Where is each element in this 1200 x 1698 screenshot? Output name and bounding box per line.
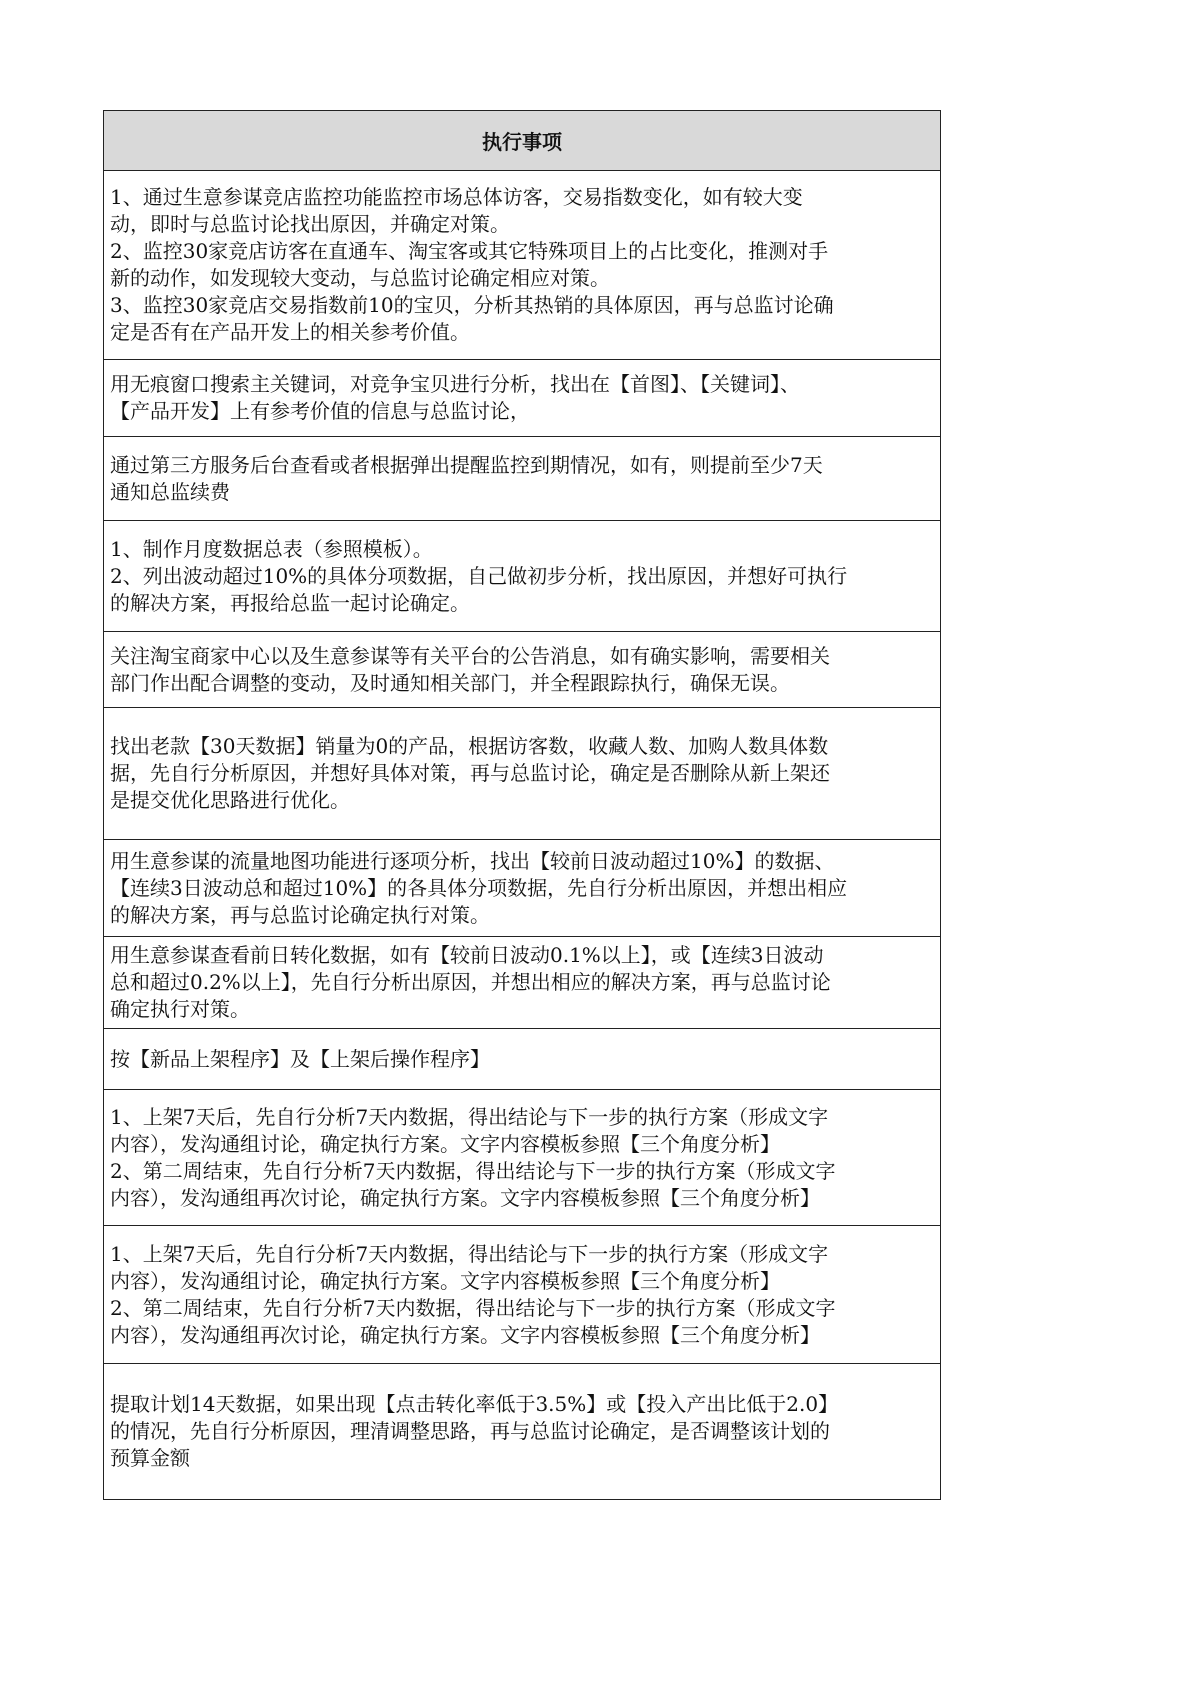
cell-text-line: 确定执行对策。 (110, 997, 250, 1021)
cell-text-line: 内容），发沟通组讨论，确定执行方案。文字内容模板参照【三个角度分析】 (110, 1131, 780, 1156)
cell-text-line: 通知总监续费 (110, 479, 230, 504)
table-row (104, 1090, 941, 1226)
table-row (104, 360, 941, 437)
cell-text-line: 用无痕窗口搜索主关键词，对竞争宝贝进行分析，找出在【首图】、【关键词】、 (110, 372, 800, 396)
cell-text-line: 动，即时与总监讨论找出原因，并确定对策。 (110, 212, 510, 236)
cell-text-line: 提取计划14天数据，如果出现【点击转化率低于3.5%】或【投入产出比低于2.0】 (110, 1392, 839, 1416)
execution-items-table (103, 110, 941, 1500)
cell-text-line: 内容），发沟通组再次讨论，确定执行方案。文字内容模板参照【三个角度分析】 (110, 1185, 820, 1210)
cell-text-line: 内容），发沟通组讨论，确定执行方案。文字内容模板参照【三个角度分析】 (110, 1268, 780, 1293)
cell-text-line: 2、监控30家竞店访客在直通车、淘宝客或其它特殊项目上的占比变化，推测对手 (110, 239, 829, 263)
table-row (104, 937, 941, 1029)
table-cell (104, 1029, 941, 1090)
cell-text-line: 是提交优化思路进行优化。 (110, 788, 350, 812)
cell-text-line: 1、上架7天后，先自行分析7天内数据，得出结论与下一步的执行方案（形成文字 (110, 1104, 829, 1129)
table-cell (104, 437, 941, 521)
cell-text-line: 的解决方案，再报给总监一起讨论确定。 (110, 590, 470, 615)
table-cell (104, 171, 941, 360)
cell-text-line: 用生意参谋查看前日转化数据，如有【较前日波动0.1%以上】，或【连续3日波动 (110, 943, 824, 967)
cell-text-line: 【连续3日波动总和超过10%】的各具体分项数据，先自行分析出原因，并想出相应 (110, 875, 848, 900)
cell-text-line: 2、第二周结束，先自行分析7天内数据，得出结论与下一步的执行方案（形成文字 (110, 1158, 836, 1183)
cell-text-line: 新的动作，如发现较大变动，与总监讨论确定相应对策。 (110, 266, 610, 290)
cell-text-line: 内容），发沟通组再次讨论，确定执行方案。文字内容模板参照【三个角度分析】 (110, 1322, 820, 1347)
cell-text-line: 找出老款【30天数据】销量为0的产品，根据访客数，收藏人数、加购人数具体数 (110, 734, 829, 758)
table-cell (104, 708, 941, 840)
cell-text-line: 总和超过0.2%以上】，先自行分析出原因，并想出相应的解决方案，再与总监讨论 (110, 970, 831, 994)
cell-text-line: 关注淘宝商家中心以及生意参谋等有关平台的公告消息，如有确实影响，需要相关 (110, 643, 830, 668)
table-body (104, 171, 941, 1500)
table-row (104, 1226, 941, 1364)
table-row (104, 521, 941, 632)
cell-text-line: 预算金额 (110, 1446, 190, 1470)
cell-text-line: 用生意参谋的流量地图功能进行逐项分析，找出【较前日波动超过10%】的数据、 (110, 848, 835, 873)
table-cell (104, 1090, 941, 1226)
table-cell (104, 360, 941, 437)
cell-text-line: 定是否有在产品开发上的相关参考价值。 (110, 320, 470, 344)
cell-text-line: 据，先自行分析原因，并想好具体对策，再与总监讨论，确定是否删除从新上架还 (110, 761, 830, 785)
cell-text-line: 2、列出波动超过10%的具体分项数据，自己做初步分析，找出原因，并想好可执行 (110, 563, 848, 588)
table-row (104, 1029, 941, 1090)
cell-text-line: 的情况，先自行分析原因，理清调整思路，再与总监讨论确定，是否调整该计划的 (110, 1419, 830, 1443)
cell-text-line: 1、制作月度数据总表（参照模板）。 (110, 536, 433, 561)
table-cell (104, 840, 941, 937)
table-cell (104, 937, 941, 1029)
table-row (104, 708, 941, 840)
table-row (104, 632, 941, 708)
table-header-row (104, 111, 941, 171)
table-row (104, 437, 941, 521)
table-cell (104, 521, 941, 632)
cell-text-line: 的解决方案，再与总监讨论确定执行对策。 (110, 902, 490, 927)
table-cell (104, 1364, 941, 1500)
cell-text-line: 按【新品上架程序】及【上架后操作程序】 (110, 1046, 490, 1071)
cell-text-line: 1、上架7天后，先自行分析7天内数据，得出结论与下一步的执行方案（形成文字 (110, 1241, 829, 1266)
table-row (104, 840, 941, 937)
table-row (104, 171, 941, 360)
cell-text-line: 2、第二周结束，先自行分析7天内数据，得出结论与下一步的执行方案（形成文字 (110, 1295, 836, 1320)
column-header-execution-items: 执行事项 (104, 111, 941, 171)
cell-text-line: 通过第三方服务后台查看或者根据弹出提醒监控到期情况，如有，则提前至少7天 (110, 452, 823, 477)
cell-text-line: 【产品开发】上有参考价值的信息与总监讨论， (110, 399, 530, 423)
cell-text-line: 部门作出配合调整的变动，及时通知相关部门，并全程跟踪执行，确保无误。 (110, 670, 790, 695)
table-cell (104, 1226, 941, 1364)
cell-text-line: 3、监控30家竞店交易指数前10的宝贝，分析其热销的具体原因，再与总监讨论确 (110, 293, 834, 317)
cell-text-line: 1、通过生意参谋竞店监控功能监控市场总体访客，交易指数变化，如有较大变 (110, 185, 803, 209)
table-cell (104, 632, 941, 708)
table-row (104, 1364, 941, 1500)
